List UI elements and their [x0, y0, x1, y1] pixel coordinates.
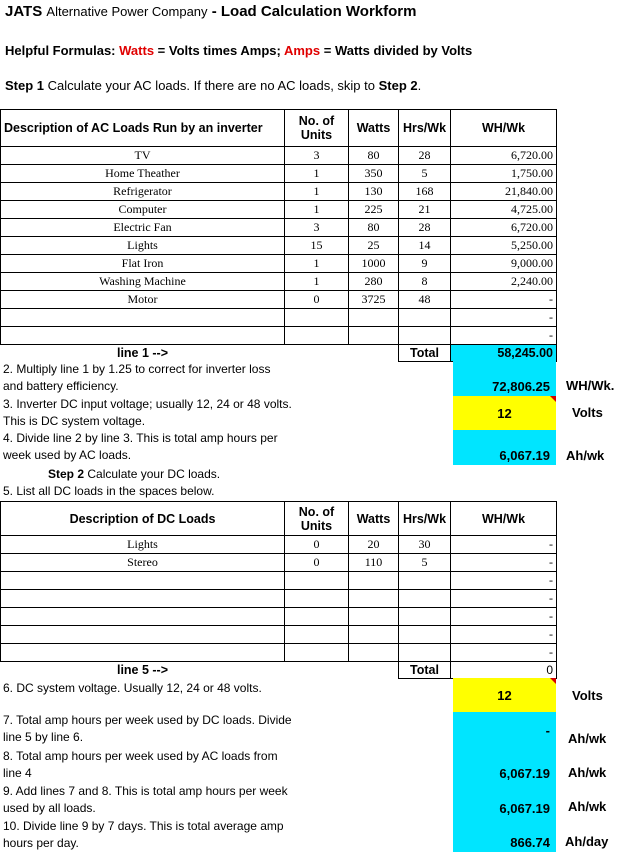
- dc-header-hours: Hrs/Wk: [399, 502, 451, 536]
- ac-load-cell-description[interactable]: Flat Iron: [1, 255, 285, 273]
- dc-total-value[interactable]: 0: [451, 662, 557, 679]
- ac-load-cell-hours[interactable]: 9: [399, 255, 451, 273]
- dc-load-cell-description[interactable]: [1, 590, 285, 608]
- ac-load-cell-watts[interactable]: 280: [349, 273, 399, 291]
- line9-text: 9. Add lines 7 and 8. This is total amp hours per week used by all loads.: [3, 784, 288, 815]
- dc-loads-table: [0, 501, 557, 679]
- dc-load-cell-whwk[interactable]: -: [451, 644, 557, 662]
- ac-load-cell-description[interactable]: Home Theather: [1, 165, 285, 183]
- ac-header-units: No. of Units: [285, 110, 349, 147]
- dc-load-cell-watts[interactable]: [349, 572, 399, 590]
- ac-load-row: [1, 291, 557, 309]
- line10-value[interactable]: 866.74: [453, 818, 556, 852]
- dc-load-cell-units[interactable]: [285, 590, 349, 608]
- dc-load-cell-watts[interactable]: [349, 626, 399, 644]
- ac-load-cell-watts[interactable]: [349, 309, 399, 327]
- dc-load-row: [1, 608, 557, 626]
- line6-unit: Volts: [572, 688, 603, 703]
- dc-load-row: [1, 554, 557, 572]
- line3-value-text: 12: [497, 405, 512, 421]
- formulas-label: Helpful Formulas:: [5, 43, 116, 58]
- ac-load-cell-description[interactable]: Lights: [1, 237, 285, 255]
- line4-text: 4. Divide line 2 by line 3. This is total amp hours per week used by AC loads.: [3, 431, 278, 462]
- ac-load-cell-units[interactable]: 3: [285, 219, 349, 237]
- dc-load-cell-watts[interactable]: [349, 608, 399, 626]
- ac-load-cell-watts[interactable]: 25: [349, 237, 399, 255]
- dc-load-cell-description[interactable]: [1, 572, 285, 590]
- dc-load-cell-units[interactable]: [285, 572, 349, 590]
- line1-label: line 1 -->: [116, 346, 169, 361]
- ac-loads-table: [0, 109, 557, 362]
- dc-load-cell-units[interactable]: [285, 644, 349, 662]
- line3-text: 3. Inverter DC input voltage; usually 12, 24 or 48 volts. This is DC system voltage.: [3, 397, 292, 428]
- step2-text: Calculate your DC loads.: [87, 467, 221, 481]
- ac-load-cell-hours[interactable]: 14: [399, 237, 451, 255]
- dc-load-cell-description[interactable]: [1, 608, 285, 626]
- ac-load-cell-hours[interactable]: 21: [399, 201, 451, 219]
- line10-unit: Ah/day: [565, 834, 609, 849]
- ac-load-cell-units[interactable]: [285, 327, 349, 345]
- dc-load-row: [1, 572, 557, 590]
- dc-load-cell-units[interactable]: 0: [285, 554, 349, 572]
- dc-load-cell-hours[interactable]: [399, 626, 451, 644]
- dc-load-cell-watts[interactable]: 110: [349, 554, 399, 572]
- dc-load-cell-units[interactable]: [285, 608, 349, 626]
- line5-label: line 5 -->: [116, 663, 169, 678]
- dc-load-row: [1, 590, 557, 608]
- dc-load-row: [1, 626, 557, 644]
- ac-load-cell-units[interactable]: 1: [285, 255, 349, 273]
- dc-header-description: Description of DC Loads: [1, 502, 285, 536]
- dc-header-watts: Watts: [349, 502, 399, 536]
- ac-load-cell-watts[interactable]: 80: [349, 147, 399, 165]
- amps-formula: = Watts divided by Volts: [323, 43, 473, 58]
- line6-value-text: 12: [497, 687, 512, 703]
- ac-load-cell-description[interactable]: Computer: [1, 201, 285, 219]
- ac-load-row: [1, 147, 557, 165]
- ac-load-cell-watts[interactable]: [349, 327, 399, 345]
- ac-load-cell-units[interactable]: 3: [285, 147, 349, 165]
- line2-value[interactable]: 72,806.25: [453, 361, 556, 396]
- ac-load-cell-watts[interactable]: 350: [349, 165, 399, 183]
- comment-marker-icon: [550, 678, 556, 684]
- dc-load-row: [1, 536, 557, 554]
- watts-formula: = Volts times Amps;: [157, 43, 281, 58]
- ac-load-cell-units[interactable]: 15: [285, 237, 349, 255]
- step1-period: .: [417, 78, 422, 93]
- dc-load-cell-description[interactable]: [1, 626, 285, 644]
- step1-text: Calculate your AC loads. If there are no AC loads, skip to: [47, 78, 375, 93]
- dc-load-cell-hours[interactable]: [399, 572, 451, 590]
- ac-load-cell-units[interactable]: 1: [285, 165, 349, 183]
- ac-load-cell-watts[interactable]: 130: [349, 183, 399, 201]
- dc-load-cell-description[interactable]: Stereo: [1, 554, 285, 572]
- dc-load-cell-whwk[interactable]: -: [451, 572, 557, 590]
- line8-value[interactable]: 6,067.19: [453, 748, 556, 783]
- ac-load-cell-units[interactable]: 0: [285, 291, 349, 309]
- ac-header-hours: Hrs/Wk: [399, 110, 451, 147]
- ac-load-cell-units[interactable]: 1: [285, 273, 349, 291]
- step1-label: Step 1: [5, 78, 45, 93]
- dc-total-row: [1, 662, 557, 679]
- ac-load-cell-description[interactable]: [1, 327, 285, 345]
- ac-load-cell-description[interactable]: Motor: [1, 291, 285, 309]
- dc-load-cell-hours[interactable]: [399, 608, 451, 626]
- line6-text: 6. DC system voltage. Usually 12, 24 or 48 volts.: [3, 681, 262, 695]
- dc-load-cell-hours[interactable]: 30: [399, 536, 451, 554]
- line5-text: 5. List all DC loads in the spaces below.: [3, 484, 215, 498]
- dc-load-cell-hours[interactable]: [399, 590, 451, 608]
- line6-value[interactable]: [453, 678, 556, 712]
- ac-load-row: [1, 219, 557, 237]
- dc-load-cell-description[interactable]: Lights: [1, 536, 285, 554]
- dc-load-cell-units[interactable]: 0: [285, 536, 349, 554]
- dc-load-cell-whwk[interactable]: -: [451, 536, 557, 554]
- ac-load-cell-watts[interactable]: 225: [349, 201, 399, 219]
- amps-term: Amps: [283, 43, 321, 58]
- line9-unit: Ah/wk: [568, 799, 607, 814]
- dc-load-row: [1, 644, 557, 662]
- dc-load-cell-whwk[interactable]: -: [451, 554, 557, 572]
- ac-load-cell-hours[interactable]: 28: [399, 219, 451, 237]
- ac-load-row: [1, 309, 557, 327]
- title-dash: -: [211, 3, 217, 20]
- ac-load-cell-description[interactable]: [1, 309, 285, 327]
- line10-text: 10. Divide line 9 by 7 days. This is total average amp hours per day.: [3, 819, 284, 850]
- ac-load-cell-description[interactable]: TV: [1, 147, 285, 165]
- line2-text: 2. Multiply line 1 by 1.25 to correct for inverter loss and battery efficiency.: [3, 362, 271, 393]
- line7-value[interactable]: -: [453, 712, 556, 748]
- ac-load-cell-hours[interactable]: [399, 327, 451, 345]
- ac-load-cell-hours[interactable]: 168: [399, 183, 451, 201]
- ac-load-row: [1, 165, 557, 183]
- step2-ref: Step 2: [378, 78, 418, 93]
- ac-load-cell-whwk[interactable]: 6,720.00: [451, 219, 557, 237]
- watts-term: Watts: [119, 43, 155, 58]
- brand-name: JATS: [5, 3, 43, 20]
- ac-load-cell-whwk[interactable]: 9,000.00: [451, 255, 557, 273]
- ac-total-row: [1, 345, 557, 362]
- ac-header-watts: Watts: [349, 110, 399, 147]
- dc-load-cell-description[interactable]: [1, 644, 285, 662]
- ac-load-cell-description[interactable]: Washing Machine: [1, 273, 285, 291]
- step2-instruction: [48, 466, 220, 483]
- line3-value[interactable]: [453, 396, 556, 430]
- ac-load-cell-hours[interactable]: 8: [399, 273, 451, 291]
- ac-load-cell-hours[interactable]: 48: [399, 291, 451, 309]
- line4-unit: Ah/wk: [566, 448, 605, 463]
- ac-load-cell-description[interactable]: Refrigerator: [1, 183, 285, 201]
- line8-unit: Ah/wk: [568, 765, 607, 780]
- workform-title: Load Calculation Workform: [220, 3, 417, 20]
- ac-load-cell-whwk[interactable]: -: [451, 327, 557, 345]
- dc-load-cell-hours[interactable]: [399, 644, 451, 662]
- ac-load-row: [1, 327, 557, 345]
- ac-load-cell-hours[interactable]: 28: [399, 147, 451, 165]
- line8-text: 8. Total amp hours per week used by AC loads from line 4: [3, 749, 278, 780]
- ac-load-cell-whwk[interactable]: 4,725.00: [451, 201, 557, 219]
- step1-instruction: [5, 78, 421, 93]
- ac-load-cell-whwk[interactable]: 5,250.00: [451, 237, 557, 255]
- ac-load-cell-watts[interactable]: 1000: [349, 255, 399, 273]
- ac-load-cell-units[interactable]: 1: [285, 201, 349, 219]
- ac-load-row: [1, 237, 557, 255]
- ac-load-row: [1, 201, 557, 219]
- line3-unit: Volts: [572, 405, 603, 420]
- ac-load-cell-whwk[interactable]: 2,240.00: [451, 273, 557, 291]
- comment-marker-icon: [550, 396, 556, 402]
- ac-load-cell-units[interactable]: 1: [285, 183, 349, 201]
- ac-load-row: [1, 255, 557, 273]
- ac-load-cell-whwk[interactable]: 6,720.00: [451, 147, 557, 165]
- ac-load-cell-whwk[interactable]: -: [451, 291, 557, 309]
- dc-load-cell-whwk[interactable]: -: [451, 608, 557, 626]
- dc-load-cell-whwk[interactable]: -: [451, 626, 557, 644]
- ac-load-cell-hours[interactable]: 5: [399, 165, 451, 183]
- line2-unit: WH/Wk.: [566, 378, 615, 393]
- ac-load-row: [1, 183, 557, 201]
- dc-load-cell-watts[interactable]: [349, 644, 399, 662]
- ac-load-cell-description[interactable]: Electric Fan: [1, 219, 285, 237]
- ac-load-cell-whwk[interactable]: 1,750.00: [451, 165, 557, 183]
- ac-load-cell-hours[interactable]: [399, 309, 451, 327]
- ac-total-value[interactable]: 58,245.00: [451, 345, 557, 362]
- line7-unit: Ah/wk: [568, 731, 607, 746]
- page-title: [5, 3, 416, 20]
- ac-header-whwk: WH/Wk: [451, 110, 557, 147]
- dc-header-whwk: WH/Wk: [451, 502, 557, 536]
- helpful-formulas: [5, 43, 472, 58]
- ac-load-cell-whwk[interactable]: 21,840.00: [451, 183, 557, 201]
- step2-label: Step 2: [48, 467, 85, 481]
- dc-header-row: [1, 502, 557, 536]
- dc-load-cell-whwk[interactable]: -: [451, 590, 557, 608]
- dc-load-cell-watts[interactable]: [349, 590, 399, 608]
- company-name: Alternative Power Company: [46, 4, 208, 19]
- dc-load-cell-hours[interactable]: 5: [399, 554, 451, 572]
- dc-total-label: Total: [399, 662, 451, 679]
- dc-load-cell-watts[interactable]: 20: [349, 536, 399, 554]
- line9-value[interactable]: 6,067.19: [453, 783, 556, 818]
- ac-load-cell-whwk[interactable]: -: [451, 309, 557, 327]
- dc-header-units: No. of Units: [285, 502, 349, 536]
- line7-text: 7. Total amp hours per week used by DC loads. Divide line 5 by line 6.: [3, 713, 292, 744]
- ac-load-cell-units[interactable]: [285, 309, 349, 327]
- ac-header-description: Description of AC Loads Run by an inverter: [1, 110, 285, 147]
- ac-total-label: Total: [399, 345, 451, 362]
- ac-load-cell-watts[interactable]: 3725: [349, 291, 399, 309]
- ac-header-row: [1, 110, 557, 147]
- ac-load-cell-watts[interactable]: 80: [349, 219, 399, 237]
- line4-value[interactable]: 6,067.19: [453, 430, 556, 465]
- ac-load-row: [1, 273, 557, 291]
- dc-load-cell-units[interactable]: [285, 626, 349, 644]
